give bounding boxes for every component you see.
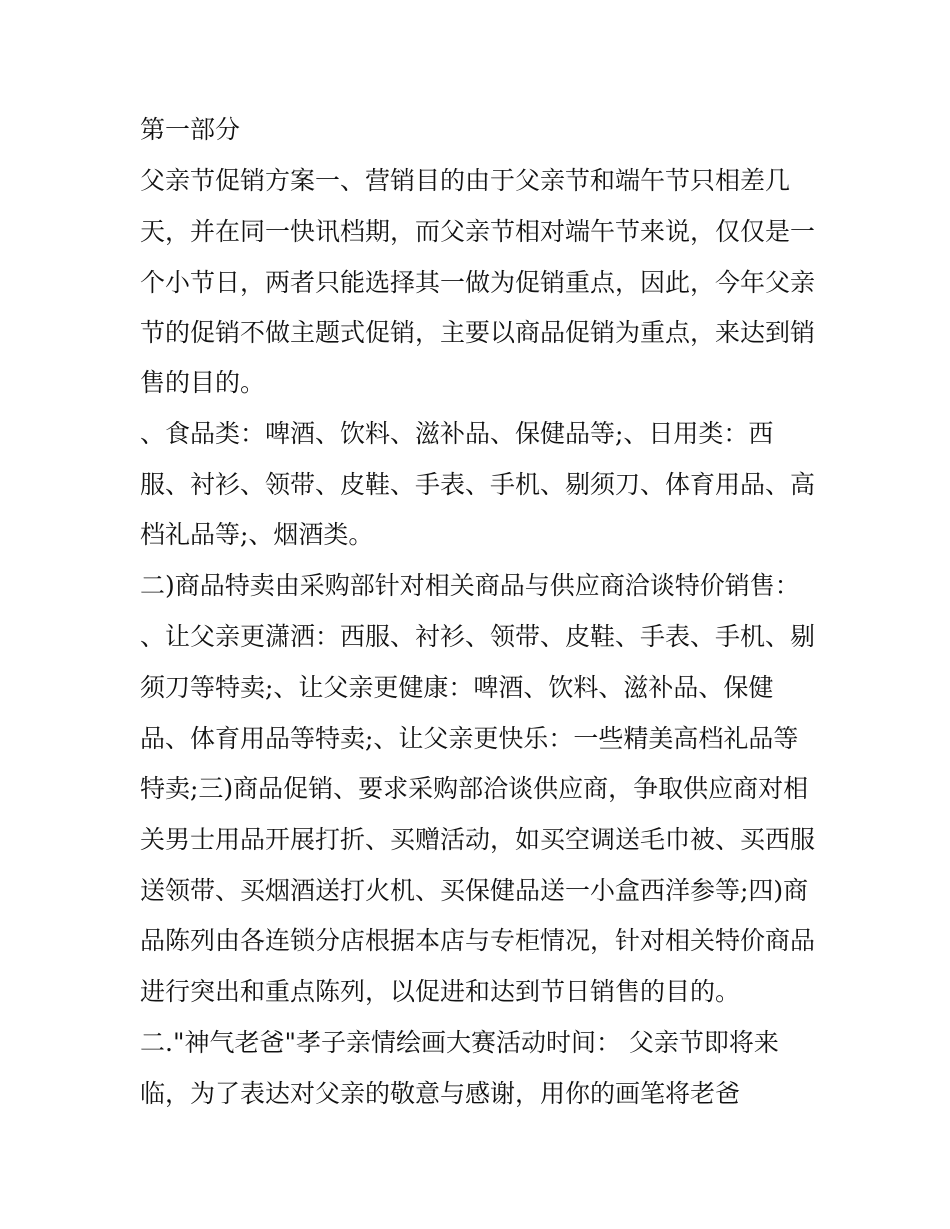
text-line: 、让父亲更潇洒：西服、衬衫、领带、皮鞋、手表、手机、剔	[140, 622, 816, 651]
text-line: 售的目的。	[140, 368, 266, 397]
text-line: 、食品类：啤酒、饮料、滋补品、保健品等;、日用类：西	[140, 419, 774, 448]
text-line: 服、衬衫、领带、皮鞋、手表、手机、剔须刀、体育用品、高	[140, 470, 816, 499]
text-line: 二)商品特卖由采购部针对相关商品与供应商洽谈特价销售：	[140, 571, 800, 600]
text-line: 节的促销不做主题式促销，主要以商品促销为重点，来达到销	[140, 318, 816, 347]
text-line: 品陈列由各连锁分店根据本店与专柜情况，针对相关特价商品	[140, 926, 816, 955]
text-line: 特卖;三)商品促销、要求采购部洽谈供应商，争取供应商对相	[140, 774, 809, 803]
text-line: 须刀等特卖;、让父亲更健康：啤酒、饮料、滋补品、保健	[140, 673, 774, 702]
text-line: 第一部分	[140, 115, 241, 144]
text-line: 二."神气老爸"孝子亲情绘画大赛活动时间： 父亲节即将来	[140, 1028, 779, 1057]
text-line: 送领带、买烟酒送打火机、买保健品送一小盒西洋参等;四)商	[140, 876, 809, 905]
text-line: 天，并在同一快讯档期，而父亲节相对端午节来说，仅仅是一	[140, 217, 816, 246]
text-line: 临，为了表达对父亲的敬意与感谢，用你的画笔将老爸	[140, 1079, 741, 1108]
text-line: 父亲节促销方案一、营销目的由于父亲节和端午节只相差几	[140, 166, 791, 195]
text-line: 关男士用品开展打折、买赠活动，如买空调送毛巾被、买西服	[140, 825, 816, 854]
text-line: 进行突出和重点陈列，以促进和达到节日销售的目的。	[140, 977, 741, 1006]
text-line: 品、体育用品等特卖;、让父亲更快乐：一些精美高档礼品等	[140, 724, 799, 753]
text-line: 档礼品等;、烟酒类。	[140, 520, 374, 549]
text-line: 个小节日，两者只能选择其一做为促销重点，因此，今年父亲	[140, 268, 816, 297]
